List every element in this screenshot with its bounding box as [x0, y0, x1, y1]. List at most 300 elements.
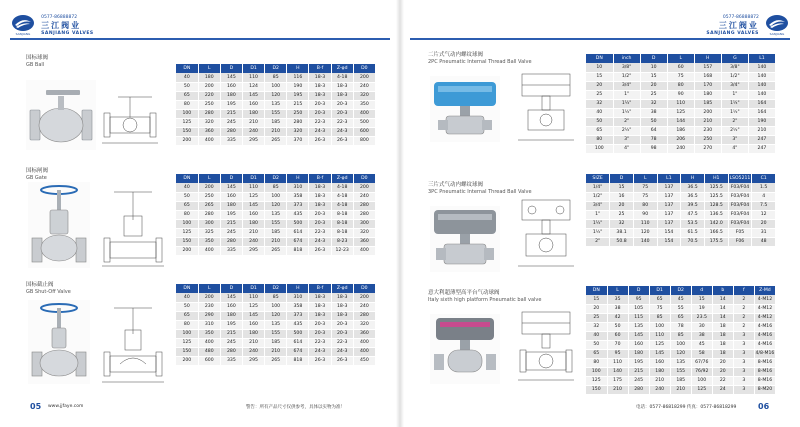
table-cell: 3: [733, 367, 754, 376]
table-cell: 58: [691, 349, 712, 358]
table-cell: 18: [712, 340, 733, 349]
header-rule: [10, 38, 390, 40]
table-cell: 26-3: [309, 136, 331, 145]
table-cell: 125.5: [704, 183, 728, 192]
table-cell: 160: [220, 192, 242, 201]
table-cell: 24-3: [331, 127, 353, 136]
table-cell: 3/8": [721, 63, 748, 72]
table-cell: 125: [242, 192, 264, 201]
table-cell: 4: [752, 192, 776, 201]
table-row: [176, 118, 376, 127]
table-cell: 154: [657, 237, 681, 246]
table-cell: 240: [353, 302, 375, 311]
table-header-row: [586, 174, 776, 183]
table-row: [586, 331, 776, 340]
table-cell: 24-3: [309, 237, 331, 246]
table-cell: 230: [198, 302, 220, 311]
table-cell: 250: [694, 135, 721, 144]
table-cell: 200: [176, 136, 198, 145]
table-cell: 4": [721, 144, 748, 153]
table-cell: 60: [607, 331, 628, 340]
table-cell: 818: [287, 246, 309, 255]
table-cell: 32: [586, 322, 607, 331]
table-cell: 20-3: [309, 219, 331, 228]
column-header: C1: [752, 174, 776, 183]
table-cell: 350: [353, 100, 375, 109]
table-cell: 65: [586, 126, 613, 135]
table-cell: 295: [242, 136, 264, 145]
table-row: [586, 126, 776, 135]
table-cell: F03/F04: [728, 210, 752, 219]
table-cell: 280: [198, 210, 220, 219]
table-cell: F03/F04: [728, 192, 752, 201]
table-cell: 280: [353, 311, 375, 320]
table-cell: 32: [610, 219, 634, 228]
table-cell: 2": [613, 117, 640, 126]
table-cell: F03/F04: [728, 183, 752, 192]
table-cell: 76/92: [691, 367, 712, 376]
column-header: D: [220, 174, 242, 183]
table-cell: 245: [220, 338, 242, 347]
table-cell: 14: [712, 313, 733, 322]
table-cell: 110: [667, 99, 694, 108]
table-cell: 140: [748, 72, 775, 81]
table-cell: 50: [640, 117, 667, 126]
table-cell: 100: [691, 376, 712, 385]
table-cell: 1¼": [613, 99, 640, 108]
table-cell: 20-3: [309, 320, 331, 329]
table-cell: 186: [667, 126, 694, 135]
table-cell: 373: [287, 311, 309, 320]
table-cell: 100: [265, 302, 287, 311]
table-header-row: [176, 284, 376, 293]
column-header: DN: [586, 286, 607, 295]
table-row: [176, 210, 376, 219]
section-title-gb-shutoff: [26, 282, 71, 295]
table-row: [586, 108, 776, 117]
header-left: [10, 14, 94, 36]
table-cell: 300: [353, 219, 375, 228]
column-header: L: [607, 286, 628, 295]
table-cell: 18-3: [331, 82, 353, 91]
section-title-cn: 三片式气动内螺纹球阀: [428, 182, 484, 188]
table-cell: 335: [220, 246, 242, 255]
table-cell: 26-3: [331, 356, 353, 365]
table-row: [586, 81, 776, 90]
footer-tel-fax: 电话：0577-86818299 传真：0577-86818299: [636, 405, 737, 410]
table-row: [586, 183, 776, 192]
table-cell: 800: [353, 136, 375, 145]
table-cell: 435: [287, 210, 309, 219]
table-cell: 195: [287, 91, 309, 100]
column-header: SIZE: [586, 174, 610, 183]
company-logo-icon: [764, 14, 790, 36]
3pc-spec-table: [586, 174, 776, 247]
table-cell: 98: [640, 144, 667, 153]
table-cell: 200: [176, 246, 198, 255]
table-cell: 185: [265, 228, 287, 237]
table-row: [586, 117, 776, 126]
table-cell: 155: [265, 109, 287, 118]
table-cell: 75: [633, 183, 657, 192]
table-cell: 10: [586, 63, 613, 72]
table-cell: 40: [586, 108, 613, 117]
table-cell: 250: [198, 192, 220, 201]
header-right: [706, 14, 790, 36]
table-cell: 18-3: [309, 91, 331, 100]
table-cell: 50: [176, 192, 198, 201]
website-url: www.jjfaye.com: [48, 404, 84, 409]
table-cell: 200: [353, 183, 375, 192]
ball-valve-photo: [26, 80, 96, 150]
table-cell: 22-3: [309, 338, 331, 347]
table-cell: 20-3: [309, 210, 331, 219]
table-cell: 400: [353, 246, 375, 255]
column-header: D0: [353, 284, 375, 293]
table-cell: 22-3: [309, 118, 331, 127]
table-cell: 95: [607, 349, 628, 358]
table-cell: 75: [649, 304, 670, 313]
table-cell: 200: [198, 183, 220, 192]
table-cell: 25: [586, 90, 613, 99]
column-header: f: [733, 286, 754, 295]
table-cell: 15: [691, 295, 712, 304]
table-cell: 230: [694, 126, 721, 135]
table-cell: 90: [667, 90, 694, 99]
table-cell: 320: [287, 127, 309, 136]
table-cell: 100: [176, 219, 198, 228]
table-cell: 185: [670, 376, 691, 385]
brand-name-cn: 三江阀业: [41, 20, 82, 30]
table-cell: 100: [265, 192, 287, 201]
table-cell: 210: [649, 376, 670, 385]
table-cell: 200: [353, 73, 375, 82]
column-header: D1: [649, 286, 670, 295]
2pc-actuator-photo: [430, 76, 500, 142]
table-cell: 215: [220, 329, 242, 338]
table-row: [586, 358, 776, 367]
table-cell: 8-M16: [754, 367, 775, 376]
table-cell: 210: [748, 126, 775, 135]
table-cell: 480: [198, 347, 220, 356]
table-cell: 2: [733, 304, 754, 313]
table-cell: 140: [748, 63, 775, 72]
table-row: [586, 72, 776, 81]
table-cell: 140: [748, 81, 775, 90]
table-cell: 90: [633, 210, 657, 219]
column-header: D: [220, 64, 242, 73]
section-title-3pc: [428, 182, 532, 195]
table-cell: 75: [667, 72, 694, 81]
table-cell: 320: [353, 320, 375, 329]
header-tel: 0577-86888872: [41, 15, 78, 20]
table-cell: 265: [198, 201, 220, 210]
table-cell: 32: [640, 99, 667, 108]
table-cell: 100: [670, 340, 691, 349]
table-cell: 245: [220, 228, 242, 237]
table-cell: 160: [242, 320, 264, 329]
table-cell: 25: [610, 210, 634, 219]
table-cell: 180: [220, 201, 242, 210]
table-cell: 3/4": [721, 81, 748, 90]
table-cell: 4-18: [331, 201, 353, 210]
table-cell: 3: [733, 349, 754, 358]
table-cell: 160: [628, 340, 649, 349]
table-cell: 164: [748, 108, 775, 117]
column-header: D1: [242, 174, 264, 183]
table-body: [176, 183, 376, 255]
table-cell: 125: [176, 338, 198, 347]
column-header: L: [198, 64, 220, 73]
table-cell: 18-3: [309, 302, 331, 311]
table-cell: 8-M20: [754, 385, 775, 394]
table-cell: 240: [353, 192, 375, 201]
table-cell: 12: [752, 210, 776, 219]
table-cell: 50: [586, 117, 613, 126]
table-row: [176, 219, 376, 228]
column-header: DN: [586, 54, 613, 63]
column-header: L: [198, 174, 220, 183]
table-cell: 295: [242, 246, 264, 255]
table-cell: 120: [265, 311, 287, 320]
table-cell: 150: [176, 237, 198, 246]
table-row: [176, 246, 376, 255]
table-cell: 35: [607, 295, 628, 304]
table-row: [586, 228, 776, 237]
table-cell: 310: [287, 183, 309, 192]
gate-valve-photo: [28, 182, 90, 268]
table-cell: 4-M12: [754, 304, 775, 313]
table-cell: 20: [640, 81, 667, 90]
table-cell: 360: [353, 237, 375, 246]
table-cell: 4/8-M16: [755, 351, 775, 356]
column-header: DN: [176, 284, 198, 293]
table-cell: 210: [265, 237, 287, 246]
table-cell: 65: [670, 313, 691, 322]
table-cell: 110: [649, 331, 670, 340]
table-row: [176, 91, 376, 100]
table-cell: 157: [694, 63, 721, 72]
table-cell: 180: [220, 311, 242, 320]
table-cell: 1": [586, 210, 610, 219]
table-cell: 210: [670, 385, 691, 394]
table-cell: 335: [220, 356, 242, 365]
table-cell: 145: [220, 183, 242, 192]
table-row: [176, 201, 376, 210]
logo-caption: SANJIANG: [769, 32, 785, 36]
table-row: [586, 322, 776, 331]
table-cell: 145: [628, 331, 649, 340]
table-cell: 180: [242, 329, 264, 338]
table-cell: 180: [242, 219, 264, 228]
table-cell: 215: [287, 100, 309, 109]
table-cell: 200: [176, 356, 198, 365]
table-row: [586, 304, 776, 313]
table-cell: 39.5: [681, 201, 705, 210]
table-cell: 8-M16: [754, 376, 775, 385]
table-cell: 47.5: [681, 210, 705, 219]
table-row: [176, 82, 376, 91]
table-row: [176, 293, 376, 302]
table-cell: 100: [265, 82, 287, 91]
table-cell: 100: [176, 109, 198, 118]
table-cell: 7.5: [752, 201, 776, 210]
column-header: H: [287, 174, 309, 183]
table-cell: 22: [712, 376, 733, 385]
table-cell: 280: [353, 210, 375, 219]
table-cell: 818: [287, 356, 309, 365]
table-cell: 614: [287, 338, 309, 347]
column-header: D: [220, 284, 242, 293]
table-cell: 20: [712, 367, 733, 376]
table-cell: 3/8": [613, 63, 640, 72]
table-cell: 2: [733, 295, 754, 304]
table-cell: 8-18: [331, 219, 353, 228]
table-cell: 350: [198, 237, 220, 246]
table-cell: 38: [691, 331, 712, 340]
table-row: [586, 210, 776, 219]
table-cell: 125: [649, 340, 670, 349]
table-cell: 245: [628, 376, 649, 385]
table-cell: 150: [176, 347, 198, 356]
table-body: [176, 293, 376, 365]
table-cell: 195: [628, 358, 649, 367]
table-cell: 164: [748, 99, 775, 108]
table-cell: 85: [265, 183, 287, 192]
table-row: [586, 237, 776, 246]
table-cell: 110: [242, 183, 264, 192]
table-cell: F05: [728, 228, 752, 237]
table-cell: 2": [586, 237, 610, 246]
table-cell: 1/2": [586, 192, 610, 201]
table-cell: 20: [712, 358, 733, 367]
table-cell: F06: [728, 237, 752, 246]
table-row: [586, 201, 776, 210]
column-header: Z-φd: [331, 174, 353, 183]
table-cell: 295: [242, 356, 264, 365]
2pc-spec-table: [586, 54, 776, 154]
table-cell: 20: [586, 81, 613, 90]
shutoff-valve-drawing: [100, 302, 166, 384]
table-cell: 26-3: [309, 246, 331, 255]
table-cell: 210: [265, 347, 287, 356]
table-cell: 124: [242, 82, 264, 91]
table-cell: 38.1: [610, 228, 634, 237]
table-cell: 3: [733, 358, 754, 367]
table-row: [176, 338, 376, 347]
column-header: inch: [613, 54, 640, 63]
table-cell: 26-3: [309, 356, 331, 365]
table-cell: 1": [721, 90, 748, 99]
table-cell: 80: [176, 210, 198, 219]
table-cell: 18-3: [309, 311, 331, 320]
table-cell: 20-3: [331, 329, 353, 338]
section-title-en: GB Shut-Off Valve: [26, 288, 71, 295]
table-cell: 3": [613, 135, 640, 144]
table-cell: 190: [287, 82, 309, 91]
table-cell: 400: [198, 338, 220, 347]
table-cell: 125: [176, 118, 198, 127]
table-row: [586, 63, 776, 72]
table-row: [176, 192, 376, 201]
column-header: D: [640, 54, 667, 63]
table-cell: F03/F04: [728, 219, 752, 228]
column-header: D0: [353, 174, 375, 183]
table-cell: 80: [633, 201, 657, 210]
table-cell: 142.0: [704, 219, 728, 228]
table-cell: 435: [287, 320, 309, 329]
table-cell: 120: [670, 349, 691, 358]
table-cell: 120: [265, 91, 287, 100]
column-header: Z-φd: [331, 284, 353, 293]
column-header: LSO5211: [729, 176, 751, 181]
column-header: D: [628, 286, 649, 295]
table-cell: 38: [607, 304, 628, 313]
section-title-en: 3PC Pneumatic Internal Thread Ball Valve: [428, 188, 532, 195]
page-number-left: 05: [30, 402, 42, 411]
table-cell: 168: [694, 72, 721, 81]
section-title-cn: 二片式气动内螺纹球阀: [428, 52, 484, 58]
table-cell: 4-18: [331, 183, 353, 192]
italy-actuator-photo: [430, 314, 500, 384]
table-cell: 210: [607, 385, 628, 394]
table-cell: 2": [721, 117, 748, 126]
table-cell: 170: [694, 81, 721, 90]
table-cell: 240: [242, 127, 264, 136]
brand-block: [706, 14, 759, 37]
table-row: [586, 135, 776, 144]
table-cell: 300: [198, 219, 220, 228]
table-cell: 280: [287, 118, 309, 127]
table-cell: 175: [607, 376, 628, 385]
italy-actuator-drawing: [516, 308, 576, 386]
table-cell: 25: [586, 313, 607, 322]
table-header-row: [176, 174, 376, 183]
table-cell: 145: [220, 293, 242, 302]
page-number-right: 06: [758, 402, 770, 411]
table-row: [176, 347, 376, 356]
table-cell: 150: [176, 127, 198, 136]
table-cell: 40: [176, 73, 198, 82]
table-cell: 135: [265, 320, 287, 329]
table-cell: 65: [586, 349, 607, 358]
table-row: [176, 311, 376, 320]
table-cell: 18-3: [309, 192, 331, 201]
table-row: [586, 313, 776, 322]
table-cell: 674: [287, 237, 309, 246]
table-cell: 95: [628, 295, 649, 304]
table-cell: 20-3: [309, 109, 331, 118]
table-cell: 115: [628, 313, 649, 322]
table-cell: 135: [670, 358, 691, 367]
table-cell: 75: [633, 192, 657, 201]
table-cell: 206: [667, 135, 694, 144]
section-title-cn: 意大利超薄型高平台气动球阀: [428, 290, 500, 296]
table-cell: 70.5: [681, 237, 705, 246]
table-cell: 1.5: [752, 183, 776, 192]
section-title-en: GB Ball: [26, 61, 45, 68]
column-header: D2: [265, 284, 287, 293]
company-logo-icon: [10, 14, 36, 36]
table-cell: 137: [657, 219, 681, 228]
column-header: B-f: [309, 174, 331, 183]
table-cell: 247: [748, 144, 775, 153]
table-cell: 1¼": [586, 219, 610, 228]
table-cell: 160: [242, 210, 264, 219]
table-cell: 80: [176, 100, 198, 109]
table-body: [586, 63, 776, 153]
table-cell: 144: [667, 117, 694, 126]
